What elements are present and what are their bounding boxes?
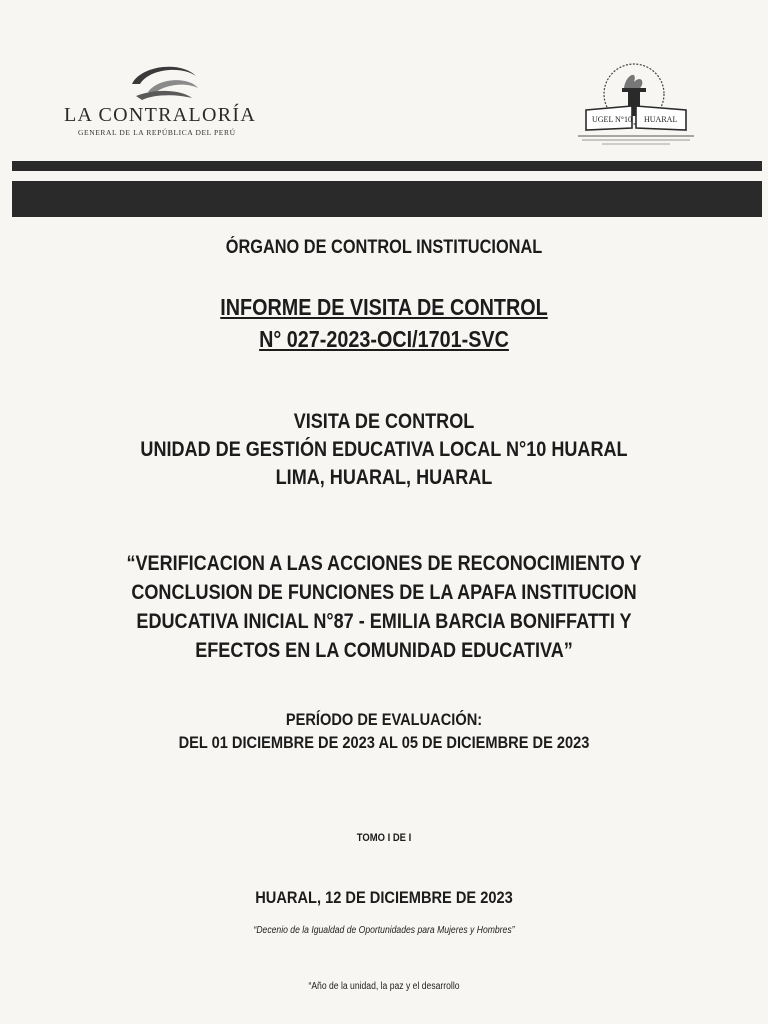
periodo-heading: PERÍODO DE EVALUACIÓN: <box>285 710 483 729</box>
contraloria-logo <box>64 60 274 140</box>
visita-title: VISITA DE CONTROL <box>293 410 475 433</box>
informe-title: INFORME DE VISITA DE CONTROL <box>220 294 548 320</box>
lema-anio: “Año de la unidad, la paz y el desarrollo <box>308 981 460 992</box>
ugel-logo <box>572 60 702 150</box>
organo-heading: ÓRGANO DE CONTROL INSTITUCIONAL <box>225 237 543 258</box>
tema-line: CONCLUSION DE FUNCIONES DE LA APAFA INSTITUCION <box>131 581 637 604</box>
periodo-value: DEL 01 DICIEMBRE DE 2023 AL 05 DE DICIEMBRE DE 2023 <box>178 733 590 752</box>
ugel-emblem-icon <box>572 60 702 150</box>
tema-line: “VERIFICACION A LAS ACCIONES DE RECONOCIMIENTO Y <box>126 552 642 575</box>
ugel-right-label: HUARAL <box>644 115 678 124</box>
header-divider-thin <box>12 161 762 171</box>
ugel-left-label: UGEL N°10 <box>592 115 633 124</box>
fecha-lugar: HUARAL, 12 DE DICIEMBRE DE 2023 <box>255 888 513 907</box>
header-divider-thick <box>12 181 762 217</box>
tomo-label: TOMO I DE I <box>356 832 412 844</box>
informe-number: N° 027-2023-OCI/1701-SVC <box>259 326 509 352</box>
contraloria-name: LA CONTRALORÍA <box>64 104 257 126</box>
lema-decenio: “Decenio de la Igualdad de Oportunidades para Mujeres y Hombres” <box>253 925 515 936</box>
contraloria-subtitle: GENERAL DE LA REPÚBLICA DEL PERÚ <box>78 128 236 137</box>
entidad-name: UNIDAD DE GESTIÓN EDUCATIVA LOCAL N°10 HUARAL <box>140 438 628 461</box>
tema-line: EDUCATIVA INICIAL N°87 - EMILIA BARCIA BONIFFATTI Y <box>136 610 632 633</box>
tema-line: EFECTOS EN LA COMUNIDAD EDUCATIVA” <box>195 639 573 662</box>
tema-block <box>54 549 714 665</box>
contraloria-swoosh-icon <box>126 62 206 104</box>
ubicacion: LIMA, HUARAL, HUARAL <box>275 466 493 489</box>
